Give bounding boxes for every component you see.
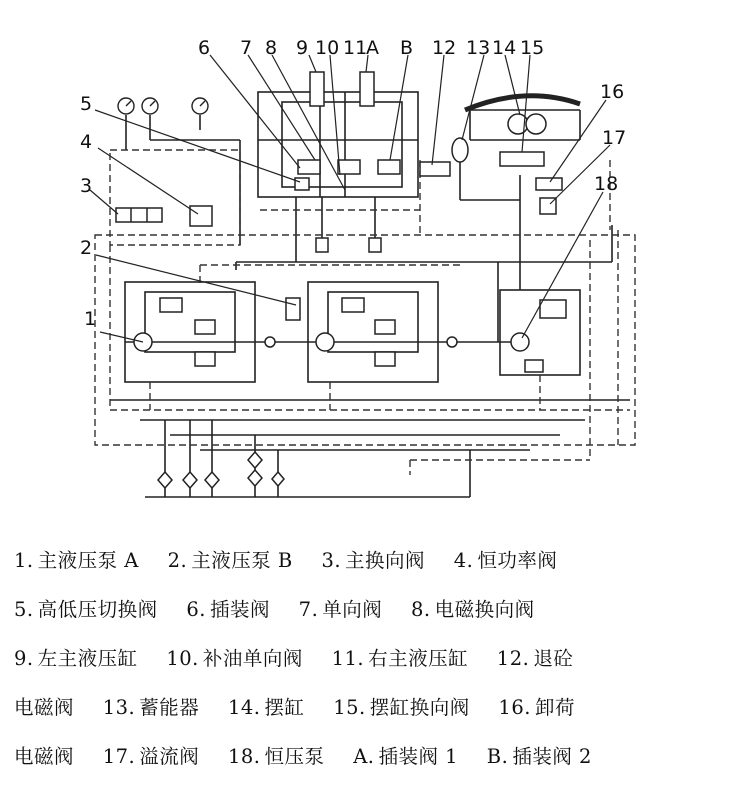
legend-item: 7. 单向阀 <box>298 598 383 621</box>
legend-item: 12. 退砼 <box>496 647 574 670</box>
callout-6: 6 <box>198 37 211 59</box>
callout-7: 7 <box>240 37 253 59</box>
legend-item: 1. 主液压泵 A <box>14 549 139 572</box>
pressure-gauges <box>118 98 208 114</box>
legend-item: 9. 左主液压缸 <box>14 647 138 670</box>
legend-item: 18. 恒压泵 <box>227 745 325 768</box>
legend-item: B. 插装阀 2 <box>486 745 592 768</box>
callout-A: A <box>366 37 379 59</box>
legend-item: 5. 高低压切换阀 <box>14 598 158 621</box>
callout-9: 9 <box>296 37 309 59</box>
callout-15: 15 <box>520 37 545 59</box>
legend-item: 3. 主换向阀 <box>321 549 426 572</box>
component-symbols <box>116 72 580 488</box>
legend-item: 14. 摆缸 <box>227 696 305 719</box>
callout-B: B <box>400 37 414 59</box>
legend-item: 13. 蓄能器 <box>102 696 200 719</box>
callout-11: 11 <box>343 37 368 59</box>
legend-item: A. 插装阀 1 <box>353 745 459 768</box>
legend-line-4 <box>14 683 730 732</box>
callout-12: 12 <box>432 37 457 59</box>
callout-1: 1 <box>84 308 97 330</box>
callout-8: 8 <box>265 37 278 59</box>
callout-18: 18 <box>594 173 619 195</box>
callout-17: 17 <box>602 127 627 149</box>
callout-14: 14 <box>492 37 517 59</box>
legend-item: 17. 溢流阀 <box>102 745 200 768</box>
legend-line-1 <box>14 536 730 585</box>
component-legend <box>14 536 730 781</box>
callout-5: 5 <box>80 93 93 115</box>
pressure-lines <box>110 92 630 497</box>
legend-item-continuation: 电磁阀 <box>14 696 75 719</box>
callout-10: 10 <box>315 37 340 59</box>
legend-item: 11. 右主液压缸 <box>331 647 469 670</box>
callout-4: 4 <box>80 131 93 153</box>
legend-item: 4. 恒功率阀 <box>453 549 558 572</box>
callout-2: 2 <box>80 237 93 259</box>
callout-3: 3 <box>80 175 93 197</box>
legend-item: 15. 摆缸换向阀 <box>333 696 470 719</box>
legend-line-3 <box>14 634 730 683</box>
callout-16: 16 <box>600 81 625 103</box>
legend-line-5 <box>14 732 730 781</box>
legend-line-2 <box>14 585 730 634</box>
legend-item: 10. 补油单向阀 <box>166 647 303 670</box>
legend-item: 16. 卸荷 <box>498 696 575 719</box>
legend-item: 8. 电磁换向阀 <box>410 598 535 621</box>
callout-13: 13 <box>466 37 491 59</box>
legend-item-continuation: 电磁阀 <box>14 745 75 768</box>
legend-item: 6. 插装阀 <box>186 598 270 621</box>
legend-item: 2. 主液压泵 B <box>167 549 293 572</box>
